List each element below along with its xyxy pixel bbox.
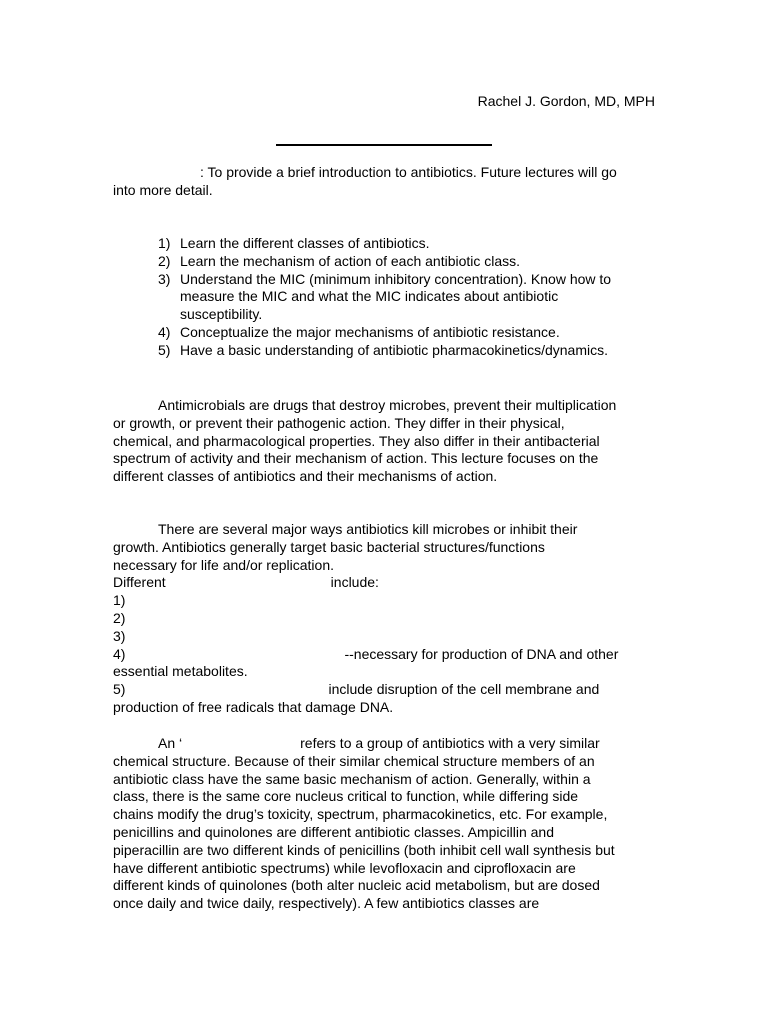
goal-paragraph <box>113 164 658 200</box>
mechanism-4-continuation: essential metabolites. <box>113 663 248 680</box>
mechanism-5-line <box>113 681 658 699</box>
objective-number: 2) <box>158 252 171 269</box>
include-word: include: <box>330 574 379 591</box>
mechanism-5-text: include disruption of the cell membrane and <box>328 681 600 698</box>
mechanism-number: 5) <box>113 681 126 698</box>
objective-text: Learn the different classes of antibiotics. <box>180 235 430 251</box>
objective-text: Conceptualize the major mechanisms of antibiotic resistance. <box>180 323 560 340</box>
objective-text: Understand the MIC (minimum inhibitory concentration). Know how to <box>180 270 612 287</box>
mechanism-4-text: --necessary for production of DNA and other <box>344 645 619 662</box>
classes-paragraph <box>113 735 658 913</box>
classes-first-line <box>113 735 658 753</box>
list-item <box>158 271 611 324</box>
mechanism-number: 2) <box>113 609 126 626</box>
refers-text: refers to a group of antibiotics with a very similar <box>300 735 600 751</box>
goal-line-2: into more detail. <box>113 181 213 198</box>
intro-line: different classes of antibiotics and their mechanisms of action. <box>113 468 498 485</box>
mechanisms-line: necessary for life and/or replication. <box>113 556 334 573</box>
goal-line-1: : To provide a brief introduction to antibiotics. Future lectures will go <box>200 164 617 180</box>
classes-line: once daily and twice daily, respectively). A few antibiotics classes are <box>113 895 540 912</box>
classes-line: antibiotic class have the same basic mechanism of action. Generally, within a <box>113 770 591 787</box>
different-word: Different <box>113 574 166 591</box>
intro-paragraph <box>113 397 658 486</box>
mechanism-number: 3) <box>113 627 126 644</box>
mechanisms-different-line <box>113 574 658 592</box>
mechanisms-paragraph <box>113 521 658 717</box>
mechanism-number: 1) <box>113 592 126 609</box>
mechanisms-line: growth. Antibiotics generally target basic bacterial structures/functions <box>113 538 545 555</box>
mechanism-number: 4) <box>113 645 126 662</box>
objective-number: 1) <box>158 235 171 251</box>
classes-line: have different antibiotic spectrums) while levofloxacin and ciprofloxacin are <box>113 859 576 876</box>
classes-line: chains modify the drug’s toxicity, spectrum, pharmacokinetics, etc. For example, <box>113 806 608 823</box>
objective-text: Learn the mechanism of action of each antibiotic class. <box>180 252 521 269</box>
objective-number: 4) <box>158 323 171 340</box>
intro-line: Antimicrobials are drugs that destroy microbes, prevent their multiplication <box>158 397 617 413</box>
objective-text: measure the MIC and what the MIC indicates about antibiotic <box>180 288 559 305</box>
classes-line: penicillins and quinolones are different antibiotic classes. Ampicillin and <box>113 823 554 840</box>
list-item <box>158 235 611 253</box>
classes-line: piperacillin are two different kinds of penicillins (both inhibit cell wall synthesis but <box>113 841 615 858</box>
mechanism-5-continuation: production of free radicals that damage DNA. <box>113 698 394 715</box>
objective-text: susceptibility. <box>180 306 263 323</box>
mechanisms-line: There are several major ways antibiotics kill microbes or inhibit their <box>158 521 578 537</box>
objective-number: 5) <box>158 341 171 358</box>
title-rule <box>276 144 492 146</box>
an-word: An ‘ <box>158 735 183 751</box>
author-name: Rachel J. Gordon, MD, MPH <box>477 93 655 109</box>
classes-line: class, there is the same core nucleus critical to function, while differing side <box>113 788 579 805</box>
objective-text: Have a basic understanding of antibiotic pharmacokinetics/dynamics. <box>180 341 609 358</box>
intro-line: or growth, or prevent their pathogenic action. They differ in their physical, <box>113 414 565 431</box>
mechanism-4-line <box>113 646 658 664</box>
objectives-list <box>158 235 611 360</box>
objective-number: 3) <box>158 270 171 287</box>
list-item <box>158 324 611 342</box>
classes-line: different kinds of quinolones (both alter nucleic acid metabolism, but are dosed <box>113 877 600 894</box>
intro-line: spectrum of activity and their mechanism of action. This lecture focuses on the <box>113 450 599 467</box>
list-item <box>158 253 611 271</box>
intro-line: chemical, and pharmacological properties. They also differ in their antibacterial <box>113 432 600 449</box>
classes-line: chemical structure. Because of their similar chemical structure members of an <box>113 752 595 769</box>
list-item <box>158 342 611 360</box>
